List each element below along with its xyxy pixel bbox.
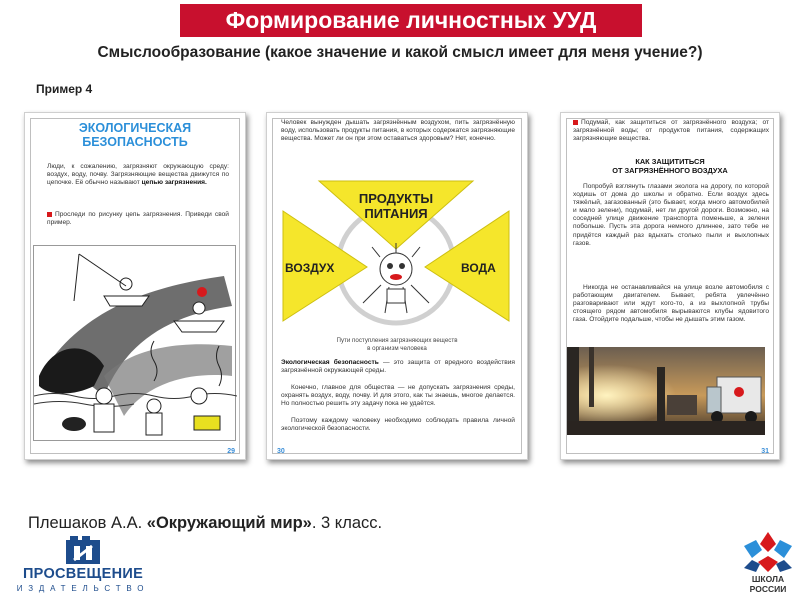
air-label: ВОЗДУХ — [285, 261, 335, 275]
textbook-page-31 — [560, 112, 780, 460]
publisher-emblem-icon — [12, 536, 154, 566]
caption-line-2: в организм человека — [367, 344, 427, 352]
heading-line-1: ЭКОЛОГИЧЕСКАЯ — [78, 121, 192, 135]
book-author: Плешаков А.А. — [28, 514, 143, 532]
food-label-line-1: ПРОДУКТЫ — [358, 191, 434, 206]
water-label: ВОДА — [461, 261, 496, 275]
intro-paragraph: Люди, к сожалению, загрязняют окружающую среду: воздух, воду, почву. Загрязняющие вещества движутся по цепочке. Её обычно называют — [47, 163, 229, 187]
question-text — [573, 119, 769, 143]
definition-text — [281, 359, 515, 375]
food-label — [351, 191, 441, 221]
paragraph-2: Конечно, главное для общества — не допускать загрязнения среды, охранять воздух, воду, почву. И для этого, как ты знаешь, многое делается. Но полностью решить эту задачу пока не удаётся. — [281, 384, 515, 408]
page-number: 29 — [227, 448, 235, 455]
slide-title: Формирование личностных УУД — [180, 4, 642, 37]
pollution-chain-illustration — [33, 245, 236, 441]
paragraph-1: Попробуй взглянуть глазами эколога на дорогу, по которой ходишь от дома до школы и обратно. Если воздух здесь тяжёлый, загазованный (это бывает, когда много автомобилей и мало зелени), подумай, нет ли другой дороги. Возможно, на соседней улице движение транспорта поменьше, а зелени побольше. Пусть эта дорога немного длиннее, зато тебе не придётся каждый раз вдыхать столько пыли и выхлопных газов. — [573, 183, 769, 247]
publisher-subtitle: ИЗДАТЕЛЬСТВО — [16, 584, 150, 593]
photo-graphic — [567, 347, 765, 435]
series-name-line-1: ШКОЛА — [751, 574, 785, 584]
textbook-page-29 — [24, 112, 246, 460]
book-grade: . 3 класс. — [311, 514, 383, 532]
section-heading — [561, 157, 779, 175]
publisher-name: ПРОСВЕЩЕНИЕ — [22, 566, 144, 582]
section-heading-line-2: ОТ ЗАГРЯЗНЁННОГО ВОЗДУХА — [612, 166, 728, 175]
definition-term: Экологическая безопасность — [281, 359, 379, 366]
example-label: Пример 4 — [36, 82, 93, 96]
cartoon-drawing — [34, 246, 237, 442]
textbook-page-30 — [266, 112, 528, 460]
intro-bold-term: цепью загрязнения. — [141, 179, 207, 187]
question-paragraph: Подумай, как защититься от загрязнённого воздуха; от загрязнённой воды; от продуктов питания, содержащих загрязняющие вещества. — [573, 119, 769, 143]
book-reference — [28, 514, 382, 533]
page-heading — [25, 121, 245, 149]
food-label-line-2: ПИТАНИЯ — [364, 206, 428, 221]
diagram-caption — [267, 337, 527, 352]
traffic-exhaust-photo — [567, 347, 765, 435]
page-number: 31 — [761, 448, 769, 455]
intro-text — [47, 163, 229, 187]
series-name-line-2: РОССИИ — [749, 584, 787, 594]
task-text — [47, 211, 229, 227]
series-logo — [740, 530, 796, 596]
series-emblem-icon — [740, 530, 796, 574]
publisher-logo — [12, 536, 154, 596]
paragraph-2: Никогда не останавливайся на улице возле автомобиля с работающим двигателем. Бывает, ребята увлечённо разговаривают или ждут кого-то, а из выхлопной трубы стоящего рядом автомобиля вырываются клубы ядовитого газа. Отойдите подальше, чтобы не дышать этим газом. — [573, 284, 769, 324]
task-marker-icon — [47, 212, 52, 217]
slide-subtitle: Смыслообразование (какое значение и какой смысл имеет для меня учение?) — [97, 44, 703, 61]
page-number: 30 — [277, 448, 285, 455]
book-title: «Окружающий мир» — [146, 514, 312, 532]
section-heading-line-1: КАК ЗАЩИТИТЬСЯ — [635, 157, 705, 166]
heading-line-2: БЕЗОПАСНОСТЬ — [82, 135, 188, 149]
caption-line-1: Пути поступления загрязняющих веществ — [336, 337, 458, 344]
task-paragraph: Проследи по рисунку цепь загрязнения. Приведи свой пример. — [47, 211, 229, 227]
intro-text: Человек вынужден дышать загрязнённым воздухом, пить загрязнённую воду, использовать продукты питания, в которых содержатся загрязняющие вещества. Может ли он при этом оставаться здоровым? Нет, конечно. — [281, 119, 515, 143]
question-marker-icon — [573, 120, 578, 125]
pollution-paths-diagram — [281, 177, 511, 329]
definition-body: — это защита от вредного воздействия загрязнённой окружающей среды. — [281, 359, 515, 375]
paragraph-3: Поэтому каждому человеку необходимо соблюдать правила личной экологической безопасности. — [281, 417, 515, 433]
